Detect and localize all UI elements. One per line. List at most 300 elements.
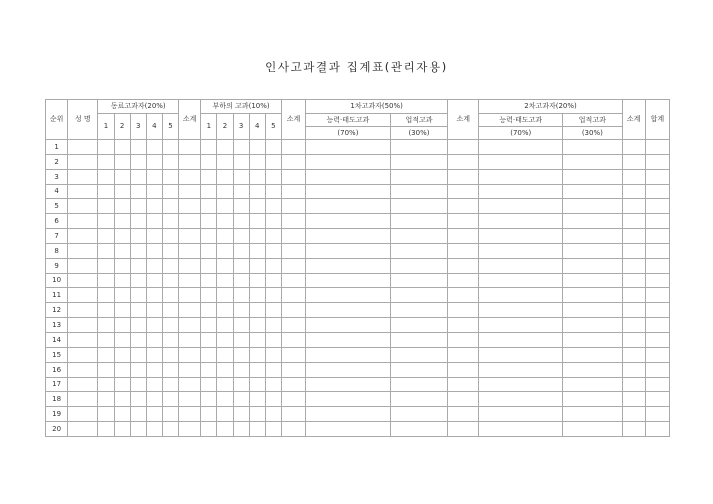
table-cell[interactable] xyxy=(448,407,479,422)
table-cell[interactable] xyxy=(114,214,130,229)
table-cell[interactable] xyxy=(306,288,391,303)
table-cell[interactable] xyxy=(265,288,281,303)
table-cell[interactable] xyxy=(98,140,114,155)
table-cell[interactable] xyxy=(98,332,114,347)
table-cell[interactable] xyxy=(146,407,162,422)
table-cell[interactable] xyxy=(179,154,201,169)
table-cell[interactable] xyxy=(217,392,233,407)
table-cell[interactable] xyxy=(390,258,447,273)
table-cell[interactable] xyxy=(114,303,130,318)
table-cell[interactable] xyxy=(201,318,217,333)
table-cell[interactable] xyxy=(306,273,391,288)
table-cell[interactable] xyxy=(68,199,98,214)
table-cell[interactable] xyxy=(114,347,130,362)
table-cell[interactable] xyxy=(217,184,233,199)
table-cell[interactable] xyxy=(114,243,130,258)
table-cell[interactable] xyxy=(146,169,162,184)
table-cell[interactable] xyxy=(68,318,98,333)
table-cell[interactable] xyxy=(68,154,98,169)
table-cell[interactable] xyxy=(201,273,217,288)
table-cell[interactable] xyxy=(479,288,563,303)
table-cell[interactable] xyxy=(217,407,233,422)
table-cell[interactable] xyxy=(179,347,201,362)
table-cell[interactable] xyxy=(179,258,201,273)
table-cell[interactable] xyxy=(217,288,233,303)
table-cell[interactable] xyxy=(201,140,217,155)
table-cell[interactable] xyxy=(306,140,391,155)
table-cell[interactable] xyxy=(217,214,233,229)
table-cell[interactable] xyxy=(306,258,391,273)
table-cell[interactable] xyxy=(201,229,217,244)
table-cell[interactable] xyxy=(217,303,233,318)
table-cell[interactable] xyxy=(479,154,563,169)
table-cell[interactable] xyxy=(130,229,146,244)
table-cell[interactable] xyxy=(622,303,645,318)
table-cell[interactable] xyxy=(306,377,391,392)
table-cell[interactable] xyxy=(448,273,479,288)
table-cell[interactable] xyxy=(162,243,178,258)
table-cell[interactable] xyxy=(281,154,305,169)
table-cell[interactable] xyxy=(645,318,669,333)
table-cell[interactable] xyxy=(162,140,178,155)
table-cell[interactable] xyxy=(448,169,479,184)
table-cell[interactable] xyxy=(390,347,447,362)
table-cell[interactable] xyxy=(563,229,622,244)
table-cell[interactable] xyxy=(448,318,479,333)
table-cell[interactable] xyxy=(249,288,265,303)
table-cell[interactable] xyxy=(162,229,178,244)
table-cell[interactable] xyxy=(249,392,265,407)
table-cell[interactable] xyxy=(249,169,265,184)
table-cell[interactable] xyxy=(281,243,305,258)
table-cell[interactable] xyxy=(233,332,249,347)
table-cell[interactable] xyxy=(622,273,645,288)
table-cell[interactable] xyxy=(281,288,305,303)
table-cell[interactable] xyxy=(233,392,249,407)
table-cell[interactable] xyxy=(98,184,114,199)
table-cell[interactable] xyxy=(281,229,305,244)
table-cell[interactable] xyxy=(217,243,233,258)
table-cell[interactable] xyxy=(98,347,114,362)
table-cell[interactable] xyxy=(645,332,669,347)
table-cell[interactable] xyxy=(645,407,669,422)
table-cell[interactable] xyxy=(281,422,305,437)
table-cell[interactable] xyxy=(249,243,265,258)
table-cell[interactable] xyxy=(179,422,201,437)
table-cell[interactable] xyxy=(98,377,114,392)
table-cell[interactable] xyxy=(233,318,249,333)
table-cell[interactable] xyxy=(201,199,217,214)
table-cell[interactable] xyxy=(233,407,249,422)
table-cell[interactable] xyxy=(98,214,114,229)
table-cell[interactable] xyxy=(622,347,645,362)
table-cell[interactable] xyxy=(233,362,249,377)
table-cell[interactable] xyxy=(281,199,305,214)
table-cell[interactable] xyxy=(265,303,281,318)
table-cell[interactable] xyxy=(162,422,178,437)
table-cell[interactable] xyxy=(68,332,98,347)
table-cell[interactable] xyxy=(233,140,249,155)
table-cell[interactable] xyxy=(479,169,563,184)
table-cell[interactable] xyxy=(130,273,146,288)
table-cell[interactable] xyxy=(146,258,162,273)
table-cell[interactable] xyxy=(249,377,265,392)
table-cell[interactable] xyxy=(645,214,669,229)
table-cell[interactable] xyxy=(448,303,479,318)
table-cell[interactable] xyxy=(146,318,162,333)
table-cell[interactable] xyxy=(130,362,146,377)
table-cell[interactable] xyxy=(201,288,217,303)
table-cell[interactable] xyxy=(130,258,146,273)
table-cell[interactable] xyxy=(130,318,146,333)
table-cell[interactable] xyxy=(68,288,98,303)
table-cell[interactable] xyxy=(622,243,645,258)
table-cell[interactable] xyxy=(114,288,130,303)
table-cell[interactable] xyxy=(390,407,447,422)
table-cell[interactable] xyxy=(130,377,146,392)
table-cell[interactable] xyxy=(265,377,281,392)
table-cell[interactable] xyxy=(130,140,146,155)
table-cell[interactable] xyxy=(201,332,217,347)
table-cell[interactable] xyxy=(645,377,669,392)
table-cell[interactable] xyxy=(179,377,201,392)
table-cell[interactable] xyxy=(179,318,201,333)
table-cell[interactable] xyxy=(563,199,622,214)
table-cell[interactable] xyxy=(68,258,98,273)
table-cell[interactable] xyxy=(98,199,114,214)
table-cell[interactable] xyxy=(448,422,479,437)
table-cell[interactable] xyxy=(563,288,622,303)
table-cell[interactable] xyxy=(622,362,645,377)
table-cell[interactable] xyxy=(162,407,178,422)
table-cell[interactable] xyxy=(645,303,669,318)
table-cell[interactable] xyxy=(622,377,645,392)
table-cell[interactable] xyxy=(201,154,217,169)
table-cell[interactable] xyxy=(622,214,645,229)
table-cell[interactable] xyxy=(249,199,265,214)
table-cell[interactable] xyxy=(265,332,281,347)
table-cell[interactable] xyxy=(130,199,146,214)
table-cell[interactable] xyxy=(162,303,178,318)
table-cell[interactable] xyxy=(179,332,201,347)
table-cell[interactable] xyxy=(233,169,249,184)
table-cell[interactable] xyxy=(265,199,281,214)
table-cell[interactable] xyxy=(217,332,233,347)
table-cell[interactable] xyxy=(390,229,447,244)
table-cell[interactable] xyxy=(281,273,305,288)
table-cell[interactable] xyxy=(281,362,305,377)
table-cell[interactable] xyxy=(645,392,669,407)
table-cell[interactable] xyxy=(130,422,146,437)
table-cell[interactable] xyxy=(249,258,265,273)
table-cell[interactable] xyxy=(68,422,98,437)
table-cell[interactable] xyxy=(146,273,162,288)
table-cell[interactable] xyxy=(448,362,479,377)
table-cell[interactable] xyxy=(146,303,162,318)
table-cell[interactable] xyxy=(563,422,622,437)
table-cell[interactable] xyxy=(479,392,563,407)
table-cell[interactable] xyxy=(233,347,249,362)
table-cell[interactable] xyxy=(130,184,146,199)
table-cell[interactable] xyxy=(114,422,130,437)
table-cell[interactable] xyxy=(479,140,563,155)
table-cell[interactable] xyxy=(265,318,281,333)
table-cell[interactable] xyxy=(390,303,447,318)
table-cell[interactable] xyxy=(98,303,114,318)
table-cell[interactable] xyxy=(448,229,479,244)
table-cell[interactable] xyxy=(179,184,201,199)
table-cell[interactable] xyxy=(281,169,305,184)
table-cell[interactable] xyxy=(265,214,281,229)
table-cell[interactable] xyxy=(179,140,201,155)
table-cell[interactable] xyxy=(479,243,563,258)
table-cell[interactable] xyxy=(281,347,305,362)
table-cell[interactable] xyxy=(390,169,447,184)
table-cell[interactable] xyxy=(68,392,98,407)
table-cell[interactable] xyxy=(217,169,233,184)
table-cell[interactable] xyxy=(563,407,622,422)
table-cell[interactable] xyxy=(479,199,563,214)
table-cell[interactable] xyxy=(306,362,391,377)
table-cell[interactable] xyxy=(68,140,98,155)
table-cell[interactable] xyxy=(265,273,281,288)
table-cell[interactable] xyxy=(265,229,281,244)
table-cell[interactable] xyxy=(201,422,217,437)
table-cell[interactable] xyxy=(146,214,162,229)
table-cell[interactable] xyxy=(217,229,233,244)
table-cell[interactable] xyxy=(114,318,130,333)
table-cell[interactable] xyxy=(114,258,130,273)
table-cell[interactable] xyxy=(162,288,178,303)
table-cell[interactable] xyxy=(179,288,201,303)
table-cell[interactable] xyxy=(68,169,98,184)
table-cell[interactable] xyxy=(98,258,114,273)
table-cell[interactable] xyxy=(68,214,98,229)
table-cell[interactable] xyxy=(162,169,178,184)
table-cell[interactable] xyxy=(281,184,305,199)
table-cell[interactable] xyxy=(179,362,201,377)
table-cell[interactable] xyxy=(645,347,669,362)
table-cell[interactable] xyxy=(146,288,162,303)
table-cell[interactable] xyxy=(217,140,233,155)
table-cell[interactable] xyxy=(201,243,217,258)
table-cell[interactable] xyxy=(390,154,447,169)
table-cell[interactable] xyxy=(306,347,391,362)
table-cell[interactable] xyxy=(249,140,265,155)
table-cell[interactable] xyxy=(645,258,669,273)
table-cell[interactable] xyxy=(179,214,201,229)
table-cell[interactable] xyxy=(249,407,265,422)
table-cell[interactable] xyxy=(390,214,447,229)
table-cell[interactable] xyxy=(563,347,622,362)
table-cell[interactable] xyxy=(622,199,645,214)
table-cell[interactable] xyxy=(622,184,645,199)
table-cell[interactable] xyxy=(249,214,265,229)
table-cell[interactable] xyxy=(645,288,669,303)
table-cell[interactable] xyxy=(479,377,563,392)
table-cell[interactable] xyxy=(114,169,130,184)
table-cell[interactable] xyxy=(201,377,217,392)
table-cell[interactable] xyxy=(622,169,645,184)
table-cell[interactable] xyxy=(281,332,305,347)
table-cell[interactable] xyxy=(645,154,669,169)
table-cell[interactable] xyxy=(114,184,130,199)
table-cell[interactable] xyxy=(479,407,563,422)
table-cell[interactable] xyxy=(98,318,114,333)
table-cell[interactable] xyxy=(162,392,178,407)
table-cell[interactable] xyxy=(448,243,479,258)
table-cell[interactable] xyxy=(448,214,479,229)
table-cell[interactable] xyxy=(563,273,622,288)
table-cell[interactable] xyxy=(98,362,114,377)
table-cell[interactable] xyxy=(146,154,162,169)
table-cell[interactable] xyxy=(645,184,669,199)
table-cell[interactable] xyxy=(201,184,217,199)
table-cell[interactable] xyxy=(146,362,162,377)
table-cell[interactable] xyxy=(622,392,645,407)
table-cell[interactable] xyxy=(306,229,391,244)
table-cell[interactable] xyxy=(306,407,391,422)
table-cell[interactable] xyxy=(390,273,447,288)
table-cell[interactable] xyxy=(146,199,162,214)
table-cell[interactable] xyxy=(390,140,447,155)
table-cell[interactable] xyxy=(448,258,479,273)
table-cell[interactable] xyxy=(68,184,98,199)
table-cell[interactable] xyxy=(306,303,391,318)
table-cell[interactable] xyxy=(233,214,249,229)
table-cell[interactable] xyxy=(217,318,233,333)
table-cell[interactable] xyxy=(390,332,447,347)
table-cell[interactable] xyxy=(622,140,645,155)
table-cell[interactable] xyxy=(146,332,162,347)
table-cell[interactable] xyxy=(130,392,146,407)
table-cell[interactable] xyxy=(146,229,162,244)
table-cell[interactable] xyxy=(162,347,178,362)
table-cell[interactable] xyxy=(306,169,391,184)
table-cell[interactable] xyxy=(281,140,305,155)
table-cell[interactable] xyxy=(306,392,391,407)
table-cell[interactable] xyxy=(563,184,622,199)
table-cell[interactable] xyxy=(217,347,233,362)
table-cell[interactable] xyxy=(265,258,281,273)
table-cell[interactable] xyxy=(249,184,265,199)
table-cell[interactable] xyxy=(306,422,391,437)
table-cell[interactable] xyxy=(114,199,130,214)
table-cell[interactable] xyxy=(146,184,162,199)
table-cell[interactable] xyxy=(201,392,217,407)
table-cell[interactable] xyxy=(622,229,645,244)
table-cell[interactable] xyxy=(563,362,622,377)
table-cell[interactable] xyxy=(233,243,249,258)
table-cell[interactable] xyxy=(114,154,130,169)
table-cell[interactable] xyxy=(130,407,146,422)
table-cell[interactable] xyxy=(563,303,622,318)
table-cell[interactable] xyxy=(68,273,98,288)
table-cell[interactable] xyxy=(179,407,201,422)
table-cell[interactable] xyxy=(390,392,447,407)
table-cell[interactable] xyxy=(249,303,265,318)
table-cell[interactable] xyxy=(179,392,201,407)
table-cell[interactable] xyxy=(162,258,178,273)
table-cell[interactable] xyxy=(306,318,391,333)
table-cell[interactable] xyxy=(265,154,281,169)
table-cell[interactable] xyxy=(622,154,645,169)
table-cell[interactable] xyxy=(390,318,447,333)
table-cell[interactable] xyxy=(179,199,201,214)
table-cell[interactable] xyxy=(162,154,178,169)
table-cell[interactable] xyxy=(98,154,114,169)
table-cell[interactable] xyxy=(201,347,217,362)
table-cell[interactable] xyxy=(233,184,249,199)
table-cell[interactable] xyxy=(281,407,305,422)
table-cell[interactable] xyxy=(114,273,130,288)
table-cell[interactable] xyxy=(281,258,305,273)
table-cell[interactable] xyxy=(130,347,146,362)
table-cell[interactable] xyxy=(479,422,563,437)
table-cell[interactable] xyxy=(622,318,645,333)
table-cell[interactable] xyxy=(217,422,233,437)
table-cell[interactable] xyxy=(563,377,622,392)
table-cell[interactable] xyxy=(201,303,217,318)
table-cell[interactable] xyxy=(645,362,669,377)
table-cell[interactable] xyxy=(265,362,281,377)
table-cell[interactable] xyxy=(645,140,669,155)
table-cell[interactable] xyxy=(265,392,281,407)
table-cell[interactable] xyxy=(68,347,98,362)
table-cell[interactable] xyxy=(146,422,162,437)
table-cell[interactable] xyxy=(146,392,162,407)
table-cell[interactable] xyxy=(98,392,114,407)
table-cell[interactable] xyxy=(390,422,447,437)
table-cell[interactable] xyxy=(217,199,233,214)
table-cell[interactable] xyxy=(645,273,669,288)
table-cell[interactable] xyxy=(306,214,391,229)
table-cell[interactable] xyxy=(390,362,447,377)
table-cell[interactable] xyxy=(281,318,305,333)
table-cell[interactable] xyxy=(479,347,563,362)
table-cell[interactable] xyxy=(281,392,305,407)
table-cell[interactable] xyxy=(146,377,162,392)
table-cell[interactable] xyxy=(645,169,669,184)
table-cell[interactable] xyxy=(448,347,479,362)
table-cell[interactable] xyxy=(162,318,178,333)
table-cell[interactable] xyxy=(479,258,563,273)
table-cell[interactable] xyxy=(249,422,265,437)
table-cell[interactable] xyxy=(479,332,563,347)
table-cell[interactable] xyxy=(233,288,249,303)
table-cell[interactable] xyxy=(201,407,217,422)
table-cell[interactable] xyxy=(622,288,645,303)
table-cell[interactable] xyxy=(233,258,249,273)
table-cell[interactable] xyxy=(645,422,669,437)
table-cell[interactable] xyxy=(179,273,201,288)
table-cell[interactable] xyxy=(114,229,130,244)
table-cell[interactable] xyxy=(98,229,114,244)
table-cell[interactable] xyxy=(281,303,305,318)
table-cell[interactable] xyxy=(448,154,479,169)
table-cell[interactable] xyxy=(306,199,391,214)
table-cell[interactable] xyxy=(448,392,479,407)
table-cell[interactable] xyxy=(217,273,233,288)
table-cell[interactable] xyxy=(179,229,201,244)
table-cell[interactable] xyxy=(201,258,217,273)
table-cell[interactable] xyxy=(249,332,265,347)
table-cell[interactable] xyxy=(390,243,447,258)
table-cell[interactable] xyxy=(233,303,249,318)
table-cell[interactable] xyxy=(162,377,178,392)
table-cell[interactable] xyxy=(645,229,669,244)
table-cell[interactable] xyxy=(201,362,217,377)
